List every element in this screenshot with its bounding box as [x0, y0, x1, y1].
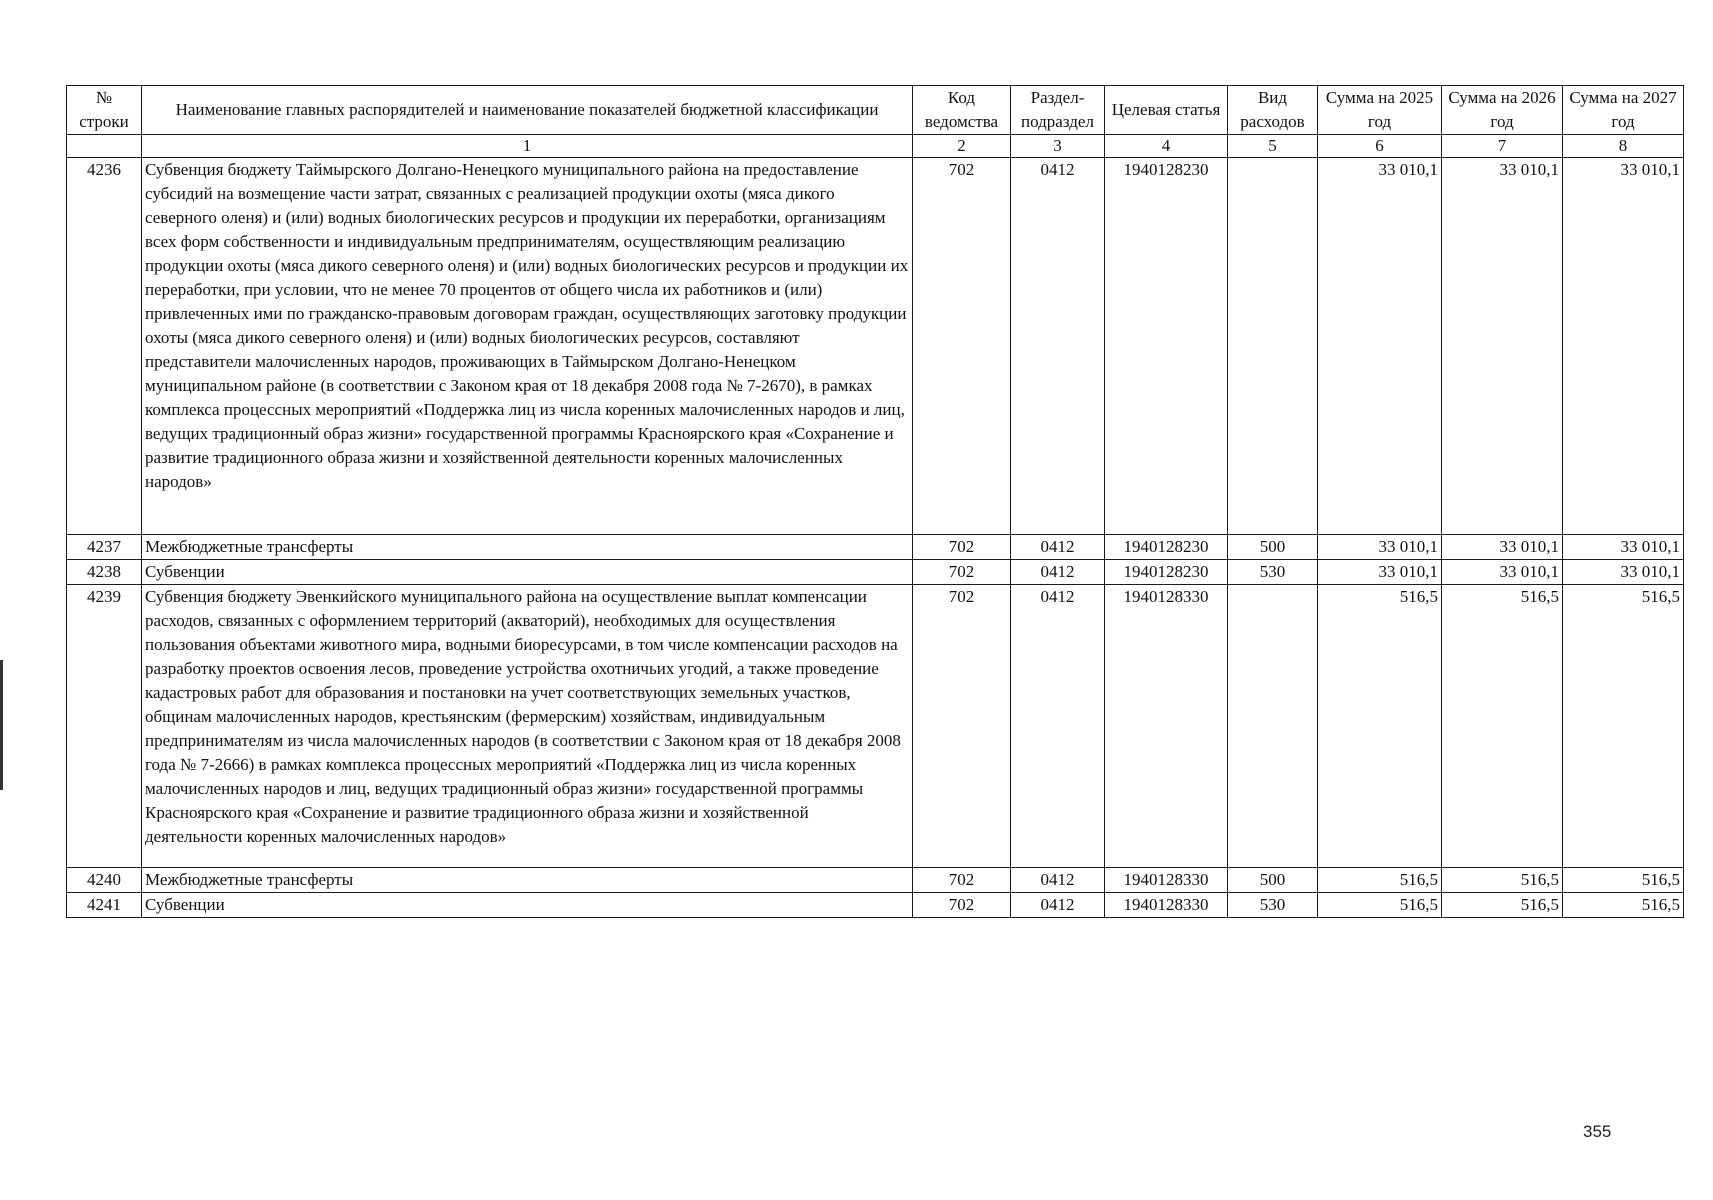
header-ved: Код ведомства: [913, 86, 1011, 135]
row-sum-2025: 33 010,1: [1318, 158, 1442, 535]
row-number: 4238: [67, 560, 142, 585]
row-razdel: 0412: [1011, 585, 1105, 868]
row-number: 4240: [67, 868, 142, 893]
row-vid: [1228, 585, 1318, 868]
row-ved: 702: [913, 868, 1011, 893]
table-row: [67, 560, 1684, 585]
row-ved: 702: [913, 535, 1011, 560]
header-row-no: № строки: [67, 86, 142, 135]
column-number: 5: [1228, 135, 1318, 158]
row-sum-2027: 33 010,1: [1563, 158, 1684, 535]
row-ved: 702: [913, 560, 1011, 585]
table-row: [67, 535, 1684, 560]
row-statya: 1940128230: [1105, 560, 1228, 585]
table-row: [67, 158, 1684, 535]
row-number: 4239: [67, 585, 142, 868]
row-name: Межбюджетные трансферты: [142, 868, 913, 893]
row-ved: 702: [913, 893, 1011, 918]
row-statya: 1940128330: [1105, 585, 1228, 868]
row-razdel: 0412: [1011, 893, 1105, 918]
row-name: Субвенция бюджету Эвенкийского муниципального района на осуществление выплат компенсации расходов, связанных с оформлением территорий (акваторий), необходимых для осуществления пользования объектами животного мира, водными биоресурсами, в том числе компенсации расходов на разработку проектов освоения лесов, проведение устройства охотничьих угодий, а также проведение кадастровых работ для образования и постановки на учет соответствующих земельных участков, общинам малочисленных народов, крестьянским (фермерским) хозяйствам, индивидуальным предпринимателям из числа малочисленных народов (в соответствии с Законом края от 18 декабря 2008 года № 7-2666) в рамках комплекса процессных мероприятий «Поддержка лиц из числа коренных малочисленных народов и лиц, ведущих традиционный образ жизни» государственной программы Красноярского края «Сохранение и развитие традиционного образа жизни и хозяйственной деятельности коренных малочисленных народов»: [142, 585, 913, 868]
page-number: 355: [1583, 1122, 1612, 1141]
column-number: 3: [1011, 135, 1105, 158]
row-sum-2026: 516,5: [1442, 893, 1563, 918]
row-sum-2027: 516,5: [1563, 868, 1684, 893]
header-statya: Целевая статья: [1105, 86, 1228, 135]
row-number: 4236: [67, 158, 142, 535]
row-sum-2027: 33 010,1: [1563, 535, 1684, 560]
row-vid: 500: [1228, 868, 1318, 893]
budget-table: [66, 85, 1684, 918]
row-sum-2026: 516,5: [1442, 585, 1563, 868]
row-sum-2025: 516,5: [1318, 893, 1442, 918]
column-number-blank: [67, 135, 142, 158]
row-ved: 702: [913, 585, 1011, 868]
row-sum-2027: 516,5: [1563, 585, 1684, 868]
row-statya: 1940128230: [1105, 535, 1228, 560]
row-name: Межбюджетные трансферты: [142, 535, 913, 560]
row-razdel: 0412: [1011, 560, 1105, 585]
header-sum-2026: Сумма на 2026 год: [1442, 86, 1563, 135]
column-number-row: [67, 135, 1684, 158]
column-number: 2: [913, 135, 1011, 158]
row-sum-2025: 33 010,1: [1318, 560, 1442, 585]
row-vid: [1228, 158, 1318, 535]
row-statya: 1940128330: [1105, 868, 1228, 893]
table-header-row: [67, 86, 1684, 135]
row-razdel: 0412: [1011, 158, 1105, 535]
column-number: 7: [1442, 135, 1563, 158]
row-ved: 702: [913, 158, 1011, 535]
row-razdel: 0412: [1011, 535, 1105, 560]
row-sum-2025: 33 010,1: [1318, 535, 1442, 560]
header-sum-2027: Сумма на 2027 год: [1563, 86, 1684, 135]
row-sum-2027: 33 010,1: [1563, 560, 1684, 585]
row-sum-2026: 516,5: [1442, 868, 1563, 893]
row-name: Субвенции: [142, 560, 913, 585]
header-vid: Вид расходов: [1228, 86, 1318, 135]
header-sum-2025: Сумма на 2025 год: [1318, 86, 1442, 135]
row-sum-2027: 516,5: [1563, 893, 1684, 918]
row-statya: 1940128230: [1105, 158, 1228, 535]
row-number: 4241: [67, 893, 142, 918]
row-sum-2025: 516,5: [1318, 585, 1442, 868]
row-vid: 500: [1228, 535, 1318, 560]
column-number: 1: [142, 135, 913, 158]
table-row: [67, 868, 1684, 893]
header-name: Наименование главных распорядителей и наименование показателей бюджетной классификации: [142, 86, 913, 135]
table-row: [67, 893, 1684, 918]
column-number: 8: [1563, 135, 1684, 158]
column-number: 6: [1318, 135, 1442, 158]
row-sum-2026: 33 010,1: [1442, 158, 1563, 535]
row-sum-2025: 516,5: [1318, 868, 1442, 893]
row-statya: 1940128330: [1105, 893, 1228, 918]
row-sum-2026: 33 010,1: [1442, 560, 1563, 585]
row-name: Субвенция бюджету Таймырского Долгано-Ненецкого муниципального района на предоставление субсидий на возмещение части затрат, связанных с реализацией продукции охоты (мяса дикого северного оленя) и (или) водных биологических ресурсов и продукции их переработки, организациям всех форм собственности и индивидуальным предпринимателям, осуществляющим реализацию продукции охоты (мяса дикого северного оленя) и (или) водных биологических ресурсов и продукции их переработки, при условии, что не менее 70 процентов от общего числа их работников и (или) привлеченных ими по гражданско-правовым договорам граждан, осуществляющих заготовку продукции охоты (мяса дикого северного оленя) и (или) водных биологических ресурсов, составляют представители малочисленных народов, проживающих в Таймырском Долгано-Ненецком муниципальном районе (в соответствии с Законом края от 18 декабря 2008 года № 7-2670), в рамках комплекса процессных мероприятий «Поддержка лиц из числа коренных малочисленных народов и лиц, ведущих традиционный образ жизни» государственной программы Красноярского края «Сохранение и развитие традиционного образа жизни и хозяйственной деятельности коренных малочисленных народов»: [142, 158, 913, 535]
row-number: 4237: [67, 535, 142, 560]
header-razdel: Раздел-подраздел: [1011, 86, 1105, 135]
row-vid: 530: [1228, 560, 1318, 585]
scan-edge-mark: [0, 660, 3, 790]
table-row: [67, 585, 1684, 868]
row-vid: 530: [1228, 893, 1318, 918]
column-number: 4: [1105, 135, 1228, 158]
row-sum-2026: 33 010,1: [1442, 535, 1563, 560]
row-name: Субвенции: [142, 893, 913, 918]
row-razdel: 0412: [1011, 868, 1105, 893]
